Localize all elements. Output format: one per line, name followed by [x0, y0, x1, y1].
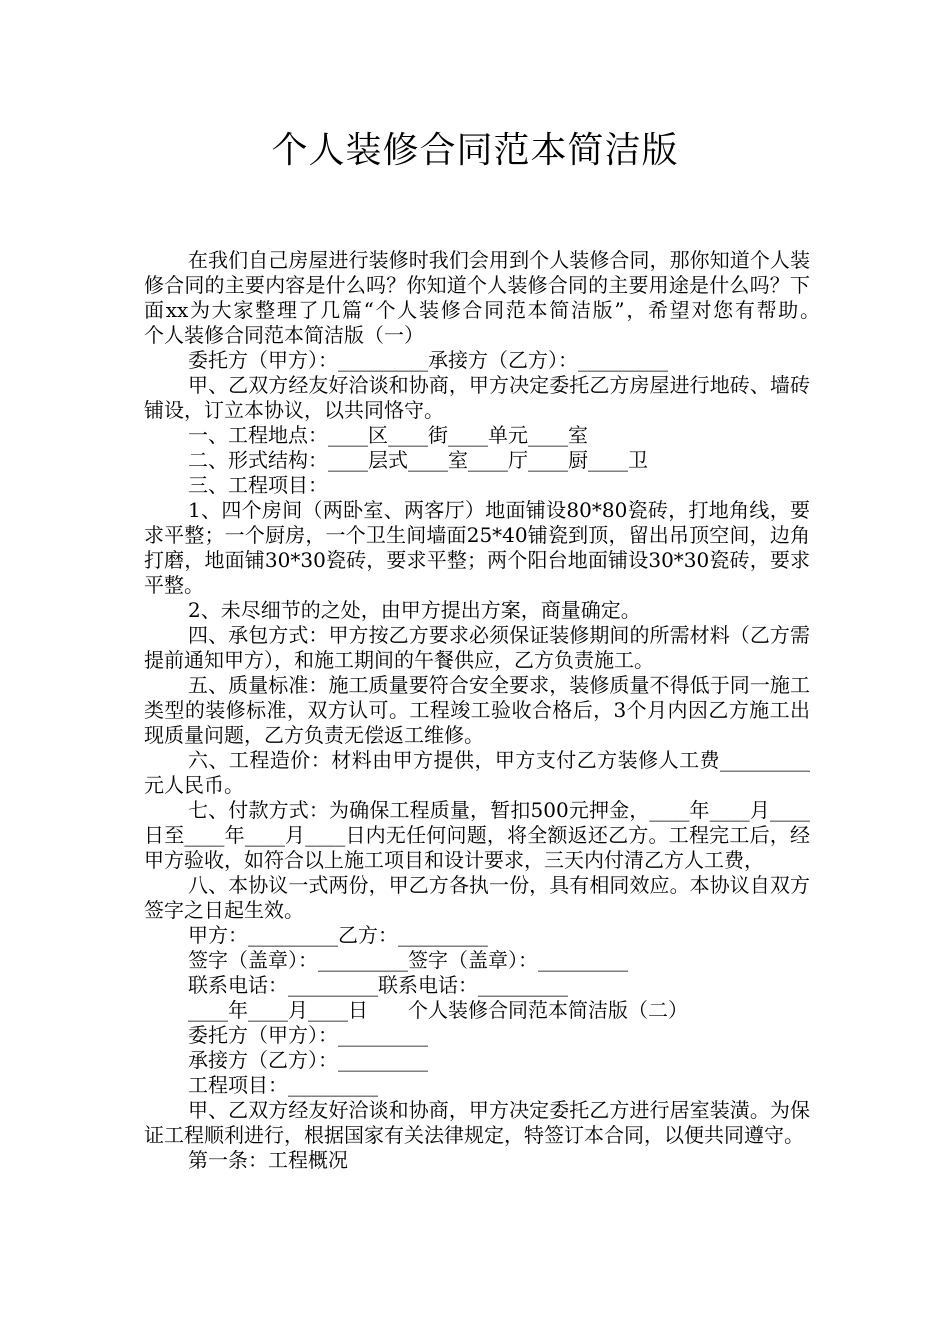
- structure-form: 二、形式结构：____层式____室____厅____厨____卫: [188, 448, 648, 472]
- party-signatures: 甲方：_________乙方：_________: [188, 923, 488, 947]
- client-party: 委托方（甲方）：_________: [188, 1023, 428, 1047]
- article-one-heading: 第一条：工程概况: [188, 1148, 348, 1172]
- seal-signatures: 签字（盖章）：_________签字（盖章）：_________: [188, 948, 628, 972]
- project-item-1: 1、四个房间（两卧室、两客厅）地面铺设80*80瓷砖，打地角线，要求平整；一个厨房，一个卫生间墙面25*40铺瓷到顶，留出吊顶空间，边角打磨，地面铺30*30瓷砖，要求平整；两个阳台地面铺设30*30瓷砖，要求平整。: [144, 498, 810, 597]
- project-items-heading: 三、工程项目：: [188, 473, 328, 497]
- agreement-paragraph: 甲、乙双方经友好洽谈和协商，甲方决定委托乙方房屋进行地砖、墙砖铺设，订立本协议，以共同恪守。: [144, 373, 810, 422]
- agreement-paragraph-2: 甲、乙双方经友好洽谈和协商，甲方决定委托乙方进行居室装潢。为保证工程顺利进行，根据国家有关法律规定，特签订本合同，以便共同遵守。: [144, 1098, 810, 1147]
- quality-standard: 五、质量标准：施工质量要符合安全要求，装修质量不得低于同一施工类型的装修标准，双方认可。工程竣工验收合格后，3个月内因乙方施工出现质量问题，乙方负责无偿返工维修。: [144, 673, 810, 747]
- project-cost: 六、工程造价：材料由甲方提供，甲方支付乙方装修人工费_________元人民币。: [144, 748, 810, 797]
- contract-method: 四、承包方式：甲方按乙方要求必须保证装修期间的所需材料（乙方需提前通知甲方），和施工期间的午餐供应，乙方负责施工。: [144, 623, 810, 672]
- project-item-2: 2、未尽细节的之处，由甲方提出方案，商量确定。: [188, 598, 641, 622]
- project-location: 一、工程地点：____区____街____单元____室: [188, 423, 588, 447]
- date-line: ____年____月____日 个人装修合同范本简洁版（二）: [188, 998, 688, 1022]
- contact-phones: 联系电话：_________联系电话：_________: [188, 973, 568, 997]
- document-body: [144, 248, 850, 1173]
- payment-method: 七、付款方式：为确保工程质量，暂扣500元押金，____年____月____日至____年____月____日内无任何问题，将全额返还乙方。工程完工后，经甲方验收，如符合以上施工项目和设计要求，三天内付清乙方人工费，: [144, 798, 810, 872]
- document-title: 个人装修合同范本简洁版: [271, 130, 679, 171]
- parties-line: 委托方（甲方）：_________承接方（乙方）：_________: [188, 348, 668, 372]
- intro-paragraph: 在我们自己房屋进行装修时我们会用到个人装修合同，那你知道个人装修合同的主要内容是什么吗？你知道个人装修合同的主要用途是什么吗？下面xx为大家整理了几篇“个人装修合同范本简洁版”，希望对您有帮助。 个人装修合同范本简洁版（一）: [144, 248, 850, 347]
- contractor-party: 承接方（乙方）：_________: [188, 1048, 428, 1072]
- project-name-line: 工程项目：_________: [188, 1073, 378, 1097]
- agreement-copies: 八、本协议一式两份，甲乙方各执一份，具有相同效应。本协议自双方签字之日起生效。: [144, 873, 810, 922]
